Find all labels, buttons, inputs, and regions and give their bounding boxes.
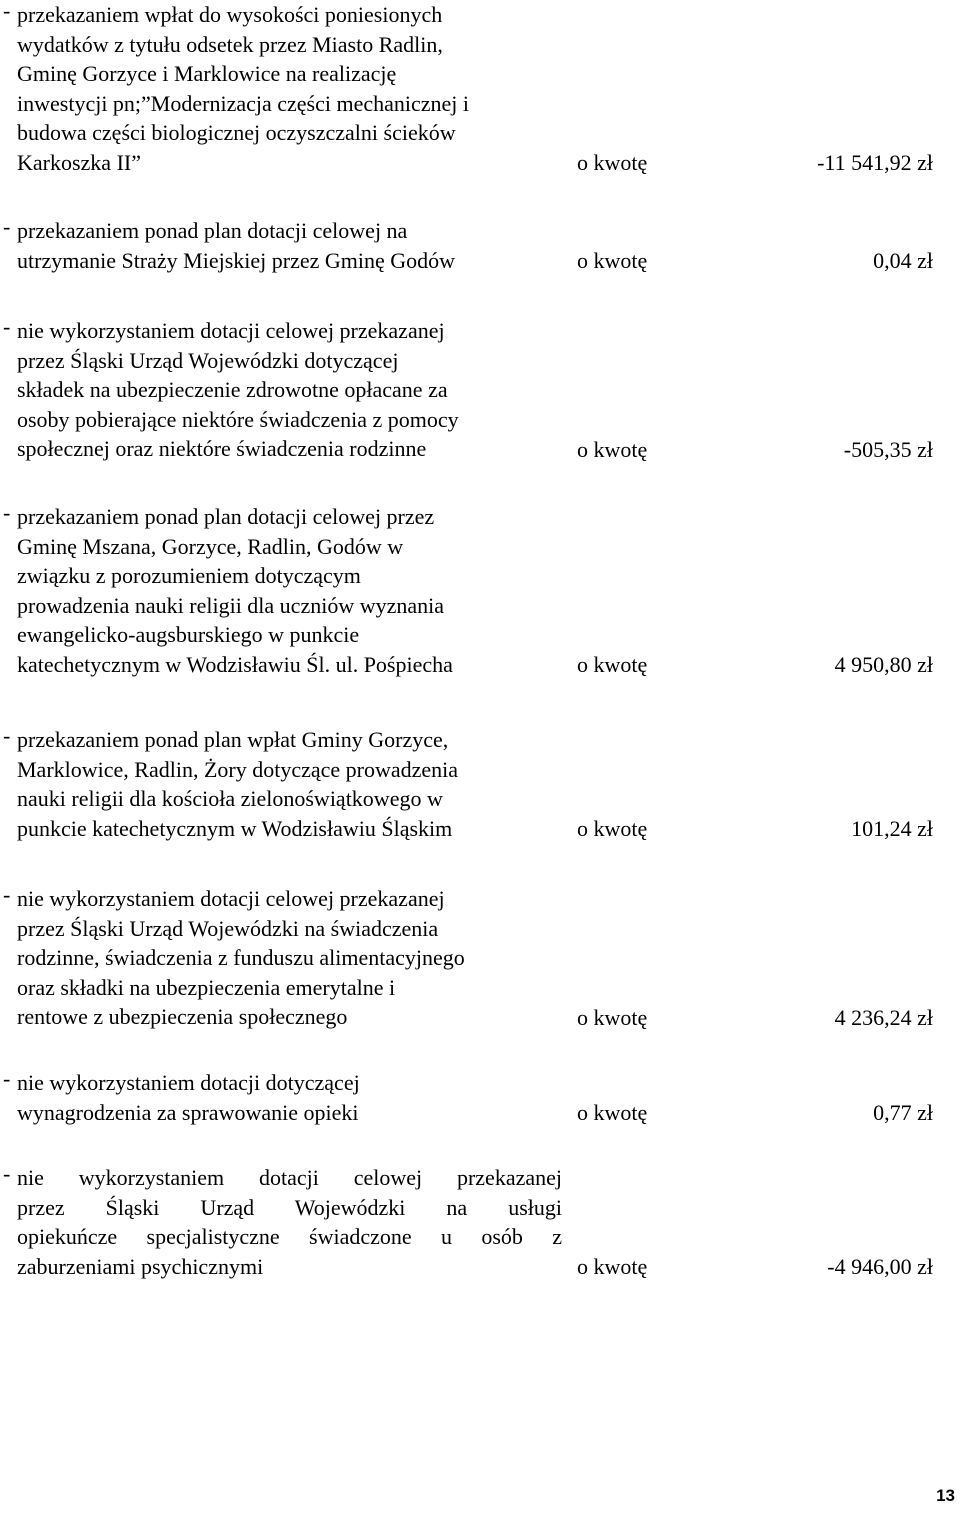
page-number: 13 (936, 1486, 955, 1505)
item-dash: - (3, 1161, 11, 1186)
item-kwota-label: o kwotę (577, 1254, 648, 1279)
description-line: oraz składki na ubezpieczenia emerytalne i (17, 974, 396, 1000)
description-line: Gminę Mszana, Gorzyce, Radlin, Godów w (17, 533, 404, 559)
item-description (17, 316, 562, 464)
item-description (17, 1163, 562, 1281)
description-line: przekazaniem wpłat do wysokości poniesionych (17, 2, 443, 27)
item-description (17, 502, 562, 679)
description-line: rentowe z ubezpieczenia społecznego (17, 1004, 348, 1029)
description-line: osoby pobierające niektóre świadczenia z pomocy (17, 406, 459, 432)
description-line: przez Śląski Urząd Wojewódzki na świadczenia (17, 915, 439, 941)
description-line: przekazaniem ponad plan dotacji celowej na (17, 218, 408, 243)
description-line: ewangelicko-augsburskiego w punkcie (17, 622, 360, 647)
description-line: Karkoszka II” (17, 149, 141, 175)
item-amount: -505,35 zł (843, 437, 933, 462)
item-description (17, 1068, 562, 1127)
item-dash: - (3, 214, 11, 239)
item-kwota-label: o kwotę (577, 150, 648, 175)
item-dash: - (3, 723, 11, 748)
description-line: przez Śląski Urząd Wojewódzki dotyczącej (17, 347, 399, 373)
description-line: punkcie katechetycznym w Wodzisławiu Śląskim (17, 815, 453, 841)
description-line: wynagrodzenia za sprawowanie opieki (17, 1099, 359, 1125)
description-line: przez Śląski Urząd Wojewódzki na usługi (17, 1194, 562, 1220)
description-line: społecznej oraz niektóre świadczenia rodzinne (17, 436, 427, 461)
item-kwota-label: o kwotę (577, 437, 648, 462)
description-line: zaburzeniami psychicznymi (17, 1253, 264, 1279)
item-amount: 0,04 zł (873, 248, 933, 273)
item-dash: - (3, 882, 11, 907)
item-description (17, 725, 562, 843)
item-dash: - (3, 314, 11, 339)
item-kwota-label: o kwotę (577, 1005, 648, 1030)
item-description (17, 0, 562, 177)
item-amount: 0,77 zł (873, 1100, 933, 1125)
description-line: związku z porozumieniem dotyczącym (17, 563, 361, 588)
description-line: nie wykorzystaniem dotacji celowej przekazanej (17, 1165, 562, 1190)
item-kwota-label: o kwotę (577, 816, 648, 841)
description-line: wydatków z tytułu odsetek przez Miasto Radlin, (17, 31, 443, 57)
item-kwota-label: o kwotę (577, 248, 648, 273)
item-dash: - (3, 1066, 11, 1091)
item-description (17, 884, 562, 1032)
description-line: Gminę Gorzyce i Marklowice na realizację (17, 61, 397, 86)
description-line: katechetycznym w Wodzisławiu Śl. ul. Pośpiecha (17, 651, 453, 677)
item-kwota-label: o kwotę (577, 652, 648, 677)
item-amount: -11 541,92 zł (817, 150, 933, 175)
item-dash: - (3, 0, 11, 23)
description-line: prowadzenia nauki religii dla uczniów wyznania (17, 592, 445, 618)
item-kwota-label: o kwotę (577, 1100, 648, 1125)
item-dash: - (3, 500, 11, 525)
description-line: nie wykorzystaniem dotacji celowej przekazanej (17, 886, 445, 911)
item-amount: -4 946,00 zł (827, 1254, 933, 1279)
description-line: nie wykorzystaniem dotacji celowej przekazanej (17, 318, 445, 343)
description-line: przekazaniem ponad plan wpłat Gminy Gorzyce, (17, 727, 449, 752)
item-description (17, 216, 562, 275)
description-line: Marklowice, Radlin, Żory dotyczące prowadzenia (17, 756, 459, 782)
description-line: rodzinne, świadczenia z funduszu alimentacyjnego (17, 945, 465, 970)
description-line: inwestycji pn;”Modernizacja części mechanicznej i (17, 90, 470, 116)
description-line: opiekuńcze specjalistyczne świadczone u osób z (17, 1224, 562, 1249)
item-amount: 4 236,24 zł (834, 1005, 933, 1030)
description-line: składek na ubezpieczenie zdrowotne opłacane za (17, 377, 448, 402)
description-line: budowa części biologicznej oczyszczalni ścieków (17, 120, 456, 145)
item-amount: 4 950,80 zł (834, 652, 933, 677)
description-line: utrzymanie Straży Miejskiej przez Gminę Godów (17, 247, 456, 273)
description-line: nie wykorzystaniem dotacji dotyczącej (17, 1070, 360, 1095)
description-line: przekazaniem ponad plan dotacji celowej przez (17, 504, 435, 529)
item-amount: 101,24 zł (851, 816, 933, 841)
description-line: nauki religii dla kościoła zielonoświątkowego w (17, 786, 443, 811)
